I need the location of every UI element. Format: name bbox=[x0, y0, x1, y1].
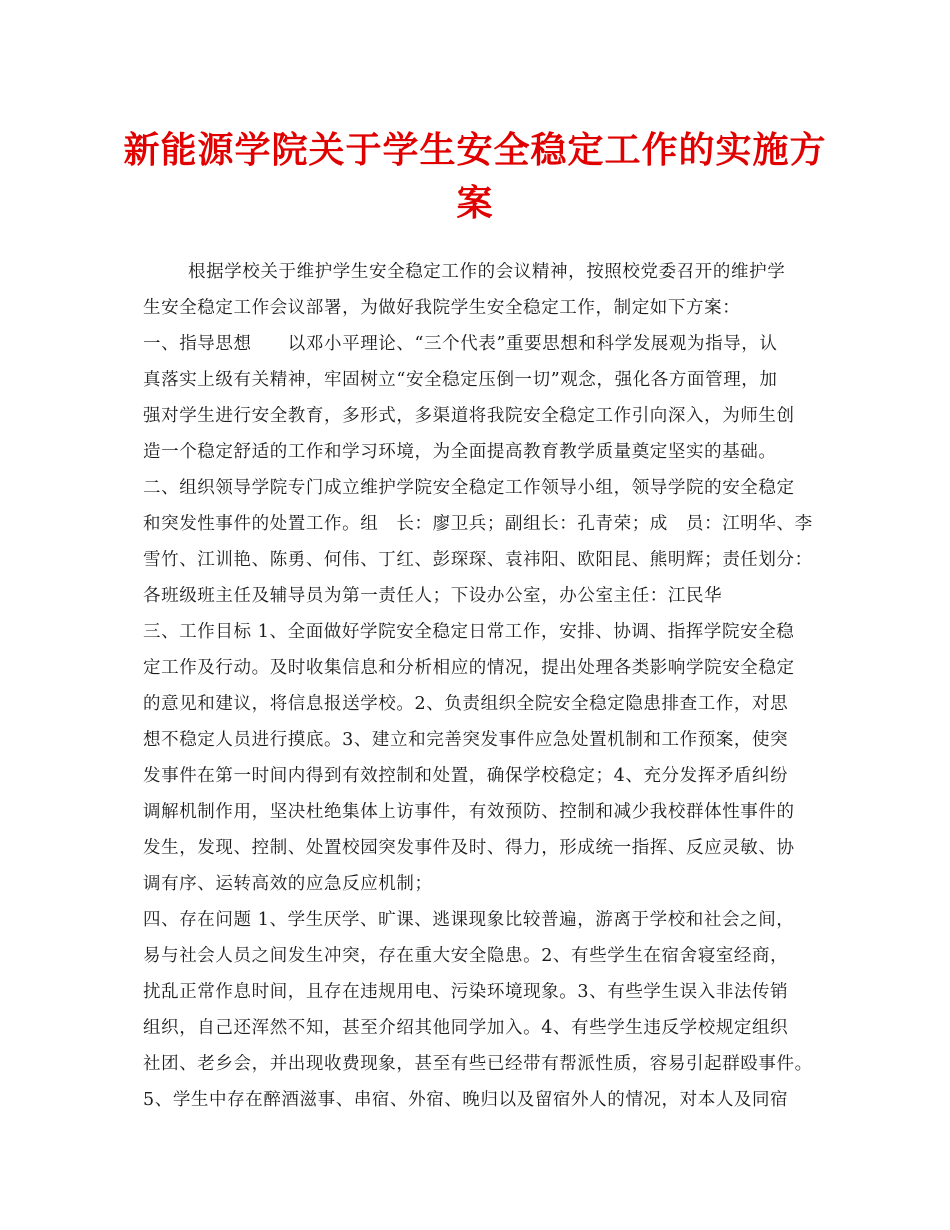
document-body bbox=[143, 254, 823, 1118]
text-line: 定工作及行动。及时收集信息和分析相应的情况，提出处理各类影响学院安全稳定 bbox=[143, 658, 795, 678]
text-line: 调有序、运转高效的应急反应机制； bbox=[143, 874, 433, 894]
text-line: 四、存在问题 1、学生厌学、旷课、逃课现象比较普遍，游离于学校和社会之间， bbox=[143, 910, 795, 930]
text-line: 三、工作目标 1、全面做好学院安全稳定日常工作，安排、协调、指挥学院安全稳 bbox=[143, 622, 795, 642]
text-line: 扰乱正常作息时间，且存在违规用电、污染环境现象。3、有些学生误入非法传销 bbox=[143, 982, 789, 1002]
document-title bbox=[120, 124, 830, 230]
text-line: 生安全稳定工作会议部署，为做好我院学生安全稳定工作，制定如下方案： bbox=[143, 298, 741, 318]
text-line: 发事件在第一时间内得到有效控制和处置，确保学校稳定；4、充分发挥矛盾纠纷 bbox=[143, 766, 789, 786]
text-line: 的意见和建议，将信息报送学校。2、负责组织全院安全稳定隐患排查工作，对思 bbox=[143, 694, 789, 714]
text-line: 和突发性事件的处置工作。组 长：廖卫兵；副组长：孔青荣；成 员：江明华、李 bbox=[143, 514, 813, 534]
text-line: 二、组织领导学院专门成立维护学院安全稳定工作领导小组，领导学院的安全稳定 bbox=[143, 478, 795, 498]
text-line: 强对学生进行安全教育，多形式，多渠道将我院安全稳定工作引向深入，为师生创 bbox=[143, 406, 795, 426]
title-line-2: 案 bbox=[456, 182, 494, 224]
text-line: 想不稳定人员进行摸底。3、建立和完善突发事件应急处置机制和工作预案，使突 bbox=[143, 730, 789, 750]
text-line: 5、学生中存在醉酒滋事、串宿、外宿、晚归以及留宿外人的情况，对本人及同宿 bbox=[143, 1090, 789, 1110]
text-line: 易与社会人员之间发生冲突，存在重大安全隐患。2、有些学生在宿舍寝室经商， bbox=[143, 946, 789, 966]
text-line: 组织，自己还浑然不知，甚至介绍其他同学加入。4、有些学生违反学校规定组织 bbox=[143, 1018, 789, 1038]
title-line-1: 新能源学院关于学生安全稳定工作的实施方 bbox=[123, 129, 827, 171]
text-line: 发生，发现、控制、处置校园突发事件及时、得力，形成统一指挥、反应灵敏、协 bbox=[143, 838, 795, 858]
text-line: 造一个稳定舒适的工作和学习环境，为全面提高教育教学质量奠定坚实的基础。 bbox=[143, 442, 777, 462]
text-line: 真落实上级有关精神，牢固树立“安全稳定压倒一切”观念，强化各方面管理，加 bbox=[143, 370, 778, 390]
text-line: 根据学校关于维护学生安全稳定工作的会议精神，按照校党委召开的维护学 bbox=[188, 262, 786, 282]
text-line: 调解机制作用，坚决杜绝集体上访事件，有效预防、控制和减少我校群体性事件的 bbox=[143, 802, 795, 822]
text-line: 各班级班主任及辅导员为第一责任人；下设办公室，办公室主任：江民华 bbox=[143, 586, 723, 606]
text-line: 一、指导思想 以邓小平理论、“三个代表”重要思想和科学发展观为指导，认 bbox=[143, 334, 778, 354]
text-line: 社团、老乡会，并出现收费现象，甚至有些已经带有帮派性质，容易引起群殴事件。 bbox=[143, 1054, 813, 1074]
text-line: 雪竹、江训艳、陈勇、何伟、丁红、彭琛琛、袁祎阳、欧阳昆、熊明辉；责任划分： bbox=[143, 550, 813, 570]
